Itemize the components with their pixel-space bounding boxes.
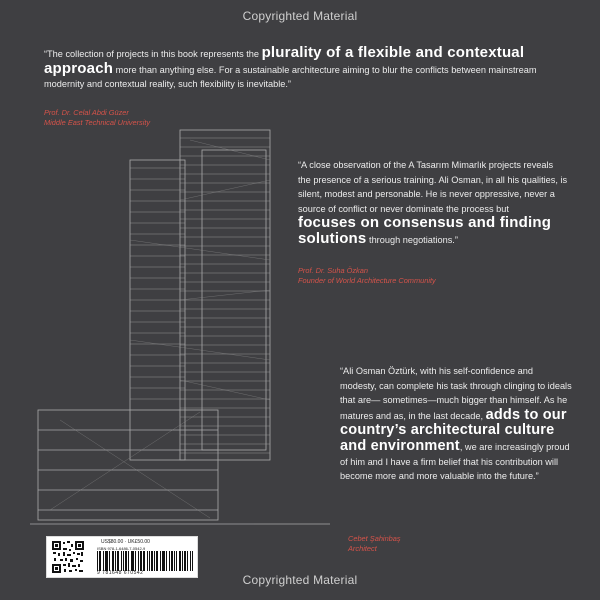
barcode-bar [185,551,186,571]
barcode-bar [128,551,129,571]
quote-sahinbas [340,364,572,484]
barcode-bar [105,551,106,571]
barcode-bar [192,551,193,571]
barcode-bar [151,551,152,571]
tower-sketch-illustration [30,120,330,540]
watermark-top: Copyrighted Material [242,9,358,23]
barcode-bar [171,551,172,571]
barcode-bar [176,551,177,571]
barcode-bar [100,551,101,571]
attribution-ozkan-name: Prof. Dr. Suha Özkan [298,266,368,275]
barcode-bar [113,551,114,571]
price-text: US$80.00 · UK£50.00 [101,539,150,545]
barcode-bar [109,551,110,571]
isbn-digits: 9 781648 670542 [97,570,144,576]
barcode-bar [121,551,122,571]
barcode-bar [103,551,104,571]
barcode-bar [117,551,118,571]
attribution-sahinbas-name: Cebet Şahinbaş [348,534,401,543]
barcode-bar [133,551,134,571]
barcode-bar [160,551,161,571]
barcode-bar [141,551,142,571]
barcode-bar [182,551,183,571]
quote-guzer [44,46,554,92]
quote-guzer-emphasis: plurality of a flexible and contextual approach [44,44,525,77]
barcode-bar [187,551,188,571]
barcode-bar [149,551,150,571]
quote-guzer-text-start: “The collection of projects in this book represents the [44,49,262,59]
qr-code-icon [51,540,85,574]
barcode-bar [112,551,113,571]
attribution-sahinbas [348,534,401,554]
attribution-guzer [44,108,150,128]
attribution-guzer-role: Middle East Technical University [44,118,151,127]
barcode-bar [125,551,126,571]
barcode-bar [172,551,173,571]
barcode-bar [107,551,108,571]
barcode-bar [164,551,165,571]
barcode-bar [99,551,100,571]
barcode-bar [162,551,163,571]
quote-ozkan [298,158,568,248]
quote-guzer-text-end: more than anything else. For a sustainable architecture aiming to blur the conflicts between mainstream modernity and contextual reality, such flexibility is inevitable.” [44,64,537,90]
barcode-bar [126,551,127,571]
attribution-guzer-name: Prof. Dr. Celal Abdi Güzer [44,108,129,117]
barcode-bar [166,551,167,571]
watermark-bottom: Copyrighted Material [242,573,358,587]
barcode-bar [115,551,116,571]
barcode-bar [152,551,153,571]
barcode-bar [190,551,191,571]
barcode-bar [163,551,164,571]
barcode-block [46,536,198,578]
barcode-bar [106,551,107,571]
attribution-ozkan [298,266,436,286]
barcode-bar [174,551,175,571]
barcode-bar [118,551,119,571]
quote-sahinbas-emphasis: adds to our country’s architectural culture and environment [340,406,567,454]
barcode-bar [147,551,148,571]
barcode-bar [123,551,124,571]
barcode-icon [97,551,193,571]
barcode-bar [138,551,139,571]
attribution-ozkan-role: Founder of World Architecture Community [298,276,436,285]
barcode-bar [169,551,170,571]
quote-sahinbas-text-start: “Ali Osman Öztürk, with his self-confidence and modesty, can complete his task through clinging to ideals that are— sometimes—much bigger than himself. As he matures and as, in the last decade, [340,366,572,421]
barcode-bar [179,551,180,571]
barcode-bar [132,551,133,571]
barcode-bar [157,551,158,571]
barcode-bar [180,551,181,571]
barcode-bar [144,551,145,571]
attribution-sahinbas-role: Architect [348,544,377,553]
quote-ozkan-text-end: through negotiations.” [366,234,458,245]
barcode-bar [154,551,155,571]
isbn-label: ISBN 978-1-6486-7-0542-9 [97,546,146,551]
quote-ozkan-emphasis: focuses on consensus and finding solutions [298,214,552,247]
barcode-bar [97,551,98,571]
barcode-bar [184,551,185,571]
quote-ozkan-text-start: “A close observation of the A Tasarım Mimarlık projects reveals the presence of a serious training. Ali Osman, in all his qualities, is silent, modest and personable. He is never oppressive, never a source of conflict or never dominate the process but [298,160,568,214]
barcode-bar [143,551,144,571]
quote-sahinbas-text-end: , we are increasingly proud of him and I have a firm belief that his contribution will become more and more valuable into the future.” [340,441,570,482]
barcode-bar [140,551,141,571]
barcode-bar [135,551,136,571]
barcode-bar [131,551,132,571]
barcode-bar [156,551,157,571]
